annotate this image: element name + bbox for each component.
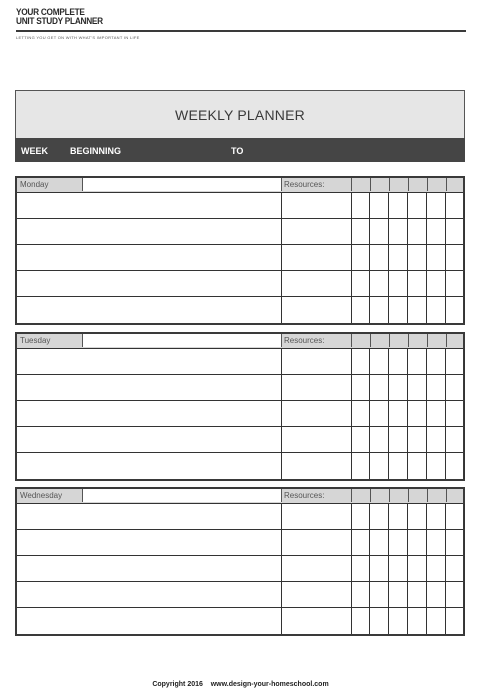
beginning-label: BEGINNING bbox=[70, 146, 122, 156]
resources-label: Resources: bbox=[284, 336, 325, 345]
task-cell[interactable] bbox=[17, 556, 282, 581]
planner-row bbox=[17, 349, 463, 375]
check-column-header bbox=[389, 178, 409, 191]
task-cell[interactable] bbox=[17, 219, 282, 244]
day-header bbox=[17, 178, 463, 193]
check-cell[interactable] bbox=[389, 245, 408, 270]
check-cell[interactable] bbox=[351, 608, 370, 634]
check-cell[interactable] bbox=[351, 271, 370, 296]
planner-row bbox=[17, 556, 463, 582]
resources-cell[interactable] bbox=[281, 427, 352, 452]
check-cell[interactable] bbox=[427, 504, 446, 529]
resources-cell[interactable] bbox=[281, 349, 352, 374]
check-column-header bbox=[408, 334, 428, 347]
week-bar bbox=[15, 138, 465, 162]
check-cell[interactable] bbox=[408, 504, 427, 529]
task-cell[interactable] bbox=[17, 297, 282, 323]
check-column-header bbox=[427, 178, 447, 191]
check-cell[interactable] bbox=[370, 427, 389, 452]
planner-row bbox=[17, 427, 463, 453]
task-cell[interactable] bbox=[17, 271, 282, 296]
check-cell[interactable] bbox=[427, 297, 446, 323]
day-name: Tuesday bbox=[17, 334, 83, 347]
check-cell[interactable] bbox=[370, 556, 389, 581]
check-column-header bbox=[427, 334, 447, 347]
day-header bbox=[17, 334, 463, 349]
task-cell[interactable] bbox=[17, 349, 282, 374]
check-cell[interactable] bbox=[389, 271, 408, 296]
check-cell[interactable] bbox=[427, 556, 446, 581]
check-cell[interactable] bbox=[351, 219, 370, 244]
day-header bbox=[17, 489, 463, 504]
check-cell[interactable] bbox=[427, 349, 446, 374]
task-cell[interactable] bbox=[17, 245, 282, 270]
check-cell[interactable] bbox=[446, 375, 465, 400]
check-cell[interactable] bbox=[446, 453, 465, 479]
check-cell[interactable] bbox=[389, 556, 408, 581]
check-cell[interactable] bbox=[370, 504, 389, 529]
check-cell[interactable] bbox=[351, 582, 370, 607]
check-cell[interactable] bbox=[370, 219, 389, 244]
check-cell[interactable] bbox=[370, 245, 389, 270]
check-column-header bbox=[351, 334, 371, 347]
check-cell[interactable] bbox=[389, 504, 408, 529]
check-cell[interactable] bbox=[370, 401, 389, 426]
check-cell[interactable] bbox=[427, 375, 446, 400]
check-cell[interactable] bbox=[389, 401, 408, 426]
planner-row bbox=[17, 401, 463, 427]
task-cell[interactable] bbox=[17, 427, 282, 452]
check-cell[interactable] bbox=[351, 297, 370, 323]
task-cell[interactable] bbox=[17, 530, 282, 555]
check-column-header bbox=[389, 334, 409, 347]
brand-line-2: UNIT STUDY PLANNER bbox=[16, 16, 103, 26]
planner-row bbox=[17, 297, 463, 323]
check-cell[interactable] bbox=[446, 349, 465, 374]
check-cell[interactable] bbox=[446, 608, 465, 634]
check-cell[interactable] bbox=[446, 504, 465, 529]
check-cell[interactable] bbox=[427, 582, 446, 607]
check-cell[interactable] bbox=[351, 193, 370, 218]
check-cell[interactable] bbox=[370, 608, 389, 634]
check-column-header bbox=[408, 489, 428, 502]
day-name: Wednesday bbox=[17, 489, 83, 502]
check-cell[interactable] bbox=[408, 530, 427, 555]
check-cell[interactable] bbox=[408, 608, 427, 634]
check-column-header bbox=[408, 178, 428, 191]
check-cell[interactable] bbox=[408, 193, 427, 218]
check-cell[interactable] bbox=[351, 375, 370, 400]
check-cell[interactable] bbox=[370, 193, 389, 218]
day-note-field[interactable] bbox=[83, 334, 282, 347]
check-cell[interactable] bbox=[427, 608, 446, 634]
to-label: TO bbox=[231, 146, 244, 156]
check-cell[interactable] bbox=[389, 530, 408, 555]
check-cell[interactable] bbox=[389, 582, 408, 607]
check-cell[interactable] bbox=[446, 556, 465, 581]
planner-title-box bbox=[15, 90, 465, 138]
check-cell[interactable] bbox=[370, 349, 389, 374]
check-column-header bbox=[370, 489, 390, 502]
resources-label: Resources: bbox=[284, 180, 325, 189]
check-cell[interactable] bbox=[427, 401, 446, 426]
check-cell[interactable] bbox=[446, 530, 465, 555]
check-cell[interactable] bbox=[351, 245, 370, 270]
check-cell[interactable] bbox=[370, 530, 389, 555]
planner-row bbox=[17, 530, 463, 556]
planner-row bbox=[17, 582, 463, 608]
week-label: WEEK bbox=[21, 146, 48, 156]
check-cell[interactable] bbox=[408, 582, 427, 607]
resources-cell[interactable] bbox=[281, 504, 352, 529]
check-cell[interactable] bbox=[446, 401, 465, 426]
check-cell[interactable] bbox=[427, 219, 446, 244]
task-cell[interactable] bbox=[17, 375, 282, 400]
day-block bbox=[15, 176, 465, 325]
planner-row bbox=[17, 375, 463, 401]
day-block bbox=[15, 332, 465, 481]
check-cell[interactable] bbox=[446, 271, 465, 296]
task-cell[interactable] bbox=[17, 453, 282, 479]
check-cell[interactable] bbox=[389, 375, 408, 400]
check-cell[interactable] bbox=[389, 297, 408, 323]
check-cell[interactable] bbox=[351, 504, 370, 529]
planner-title: WEEKLY PLANNER bbox=[175, 106, 305, 123]
day-name: Monday bbox=[17, 178, 83, 191]
planner-row bbox=[17, 608, 463, 634]
check-column-header bbox=[427, 489, 447, 502]
check-cell[interactable] bbox=[370, 271, 389, 296]
check-cell[interactable] bbox=[370, 453, 389, 479]
check-column-header bbox=[446, 334, 466, 347]
planner-row bbox=[17, 245, 463, 271]
planner-row bbox=[17, 271, 463, 297]
day-note-field[interactable] bbox=[83, 178, 282, 191]
check-column-header bbox=[389, 489, 409, 502]
planner-row bbox=[17, 504, 463, 530]
task-cell[interactable] bbox=[17, 608, 282, 634]
check-column-header bbox=[446, 178, 466, 191]
check-cell[interactable] bbox=[427, 530, 446, 555]
resources-cell[interactable] bbox=[281, 297, 352, 323]
footer-website[interactable]: www.design-your-homeschool.com bbox=[210, 681, 329, 688]
check-cell[interactable] bbox=[446, 297, 465, 323]
resources-cell[interactable] bbox=[281, 453, 352, 479]
resources-cell[interactable] bbox=[281, 219, 352, 244]
check-cell[interactable] bbox=[408, 556, 427, 581]
check-column-header bbox=[370, 178, 390, 191]
check-cell[interactable] bbox=[370, 375, 389, 400]
footer-copyright: Copyright 2016 bbox=[152, 681, 203, 688]
resources-cell[interactable] bbox=[281, 401, 352, 426]
check-column-header bbox=[351, 489, 371, 502]
check-cell[interactable] bbox=[408, 427, 427, 452]
footer bbox=[0, 681, 481, 688]
planner-row bbox=[17, 219, 463, 245]
task-cell[interactable] bbox=[17, 401, 282, 426]
check-cell[interactable] bbox=[446, 219, 465, 244]
brand-tagline: LETTING YOU GET ON WITH WHAT'S IMPORTANT IN LIFE bbox=[16, 35, 140, 40]
check-cell[interactable] bbox=[389, 427, 408, 452]
brand-line-1: YOUR COMPLETE bbox=[16, 7, 85, 17]
resources-cell[interactable] bbox=[281, 193, 352, 218]
check-cell[interactable] bbox=[408, 401, 427, 426]
check-cell[interactable] bbox=[389, 453, 408, 479]
check-cell[interactable] bbox=[351, 349, 370, 374]
check-cell[interactable] bbox=[408, 349, 427, 374]
check-cell[interactable] bbox=[427, 271, 446, 296]
check-cell[interactable] bbox=[351, 556, 370, 581]
check-cell[interactable] bbox=[389, 349, 408, 374]
check-cell[interactable] bbox=[427, 427, 446, 452]
task-cell[interactable] bbox=[17, 193, 282, 218]
header-divider bbox=[16, 30, 466, 32]
check-cell[interactable] bbox=[351, 453, 370, 479]
check-cell[interactable] bbox=[408, 271, 427, 296]
check-column-header bbox=[446, 489, 466, 502]
check-cell[interactable] bbox=[389, 193, 408, 218]
check-cell[interactable] bbox=[389, 608, 408, 634]
check-cell[interactable] bbox=[446, 193, 465, 218]
check-cell[interactable] bbox=[427, 453, 446, 479]
check-cell[interactable] bbox=[446, 245, 465, 270]
planner-row bbox=[17, 453, 463, 479]
day-note-field[interactable] bbox=[83, 489, 282, 502]
check-cell[interactable] bbox=[370, 297, 389, 323]
check-cell[interactable] bbox=[408, 297, 427, 323]
check-cell[interactable] bbox=[408, 375, 427, 400]
check-cell[interactable] bbox=[446, 427, 465, 452]
check-cell[interactable] bbox=[351, 427, 370, 452]
check-cell[interactable] bbox=[370, 582, 389, 607]
resources-cell[interactable] bbox=[281, 608, 352, 634]
check-cell[interactable] bbox=[408, 219, 427, 244]
check-cell[interactable] bbox=[408, 453, 427, 479]
resources-label: Resources: bbox=[284, 491, 325, 500]
brand-logo bbox=[16, 8, 110, 26]
day-block bbox=[15, 487, 465, 636]
resources-cell[interactable] bbox=[281, 530, 352, 555]
check-cell[interactable] bbox=[427, 193, 446, 218]
task-cell[interactable] bbox=[17, 582, 282, 607]
resources-cell[interactable] bbox=[281, 245, 352, 270]
check-column-header bbox=[351, 178, 371, 191]
check-cell[interactable] bbox=[427, 245, 446, 270]
resources-cell[interactable] bbox=[281, 271, 352, 296]
task-cell[interactable] bbox=[17, 504, 282, 529]
check-cell[interactable] bbox=[408, 245, 427, 270]
check-cell[interactable] bbox=[351, 401, 370, 426]
check-cell[interactable] bbox=[446, 582, 465, 607]
resources-cell[interactable] bbox=[281, 375, 352, 400]
check-cell[interactable] bbox=[389, 219, 408, 244]
check-cell[interactable] bbox=[351, 530, 370, 555]
resources-cell[interactable] bbox=[281, 582, 352, 607]
check-column-header bbox=[370, 334, 390, 347]
planner-row bbox=[17, 193, 463, 219]
resources-cell[interactable] bbox=[281, 556, 352, 581]
